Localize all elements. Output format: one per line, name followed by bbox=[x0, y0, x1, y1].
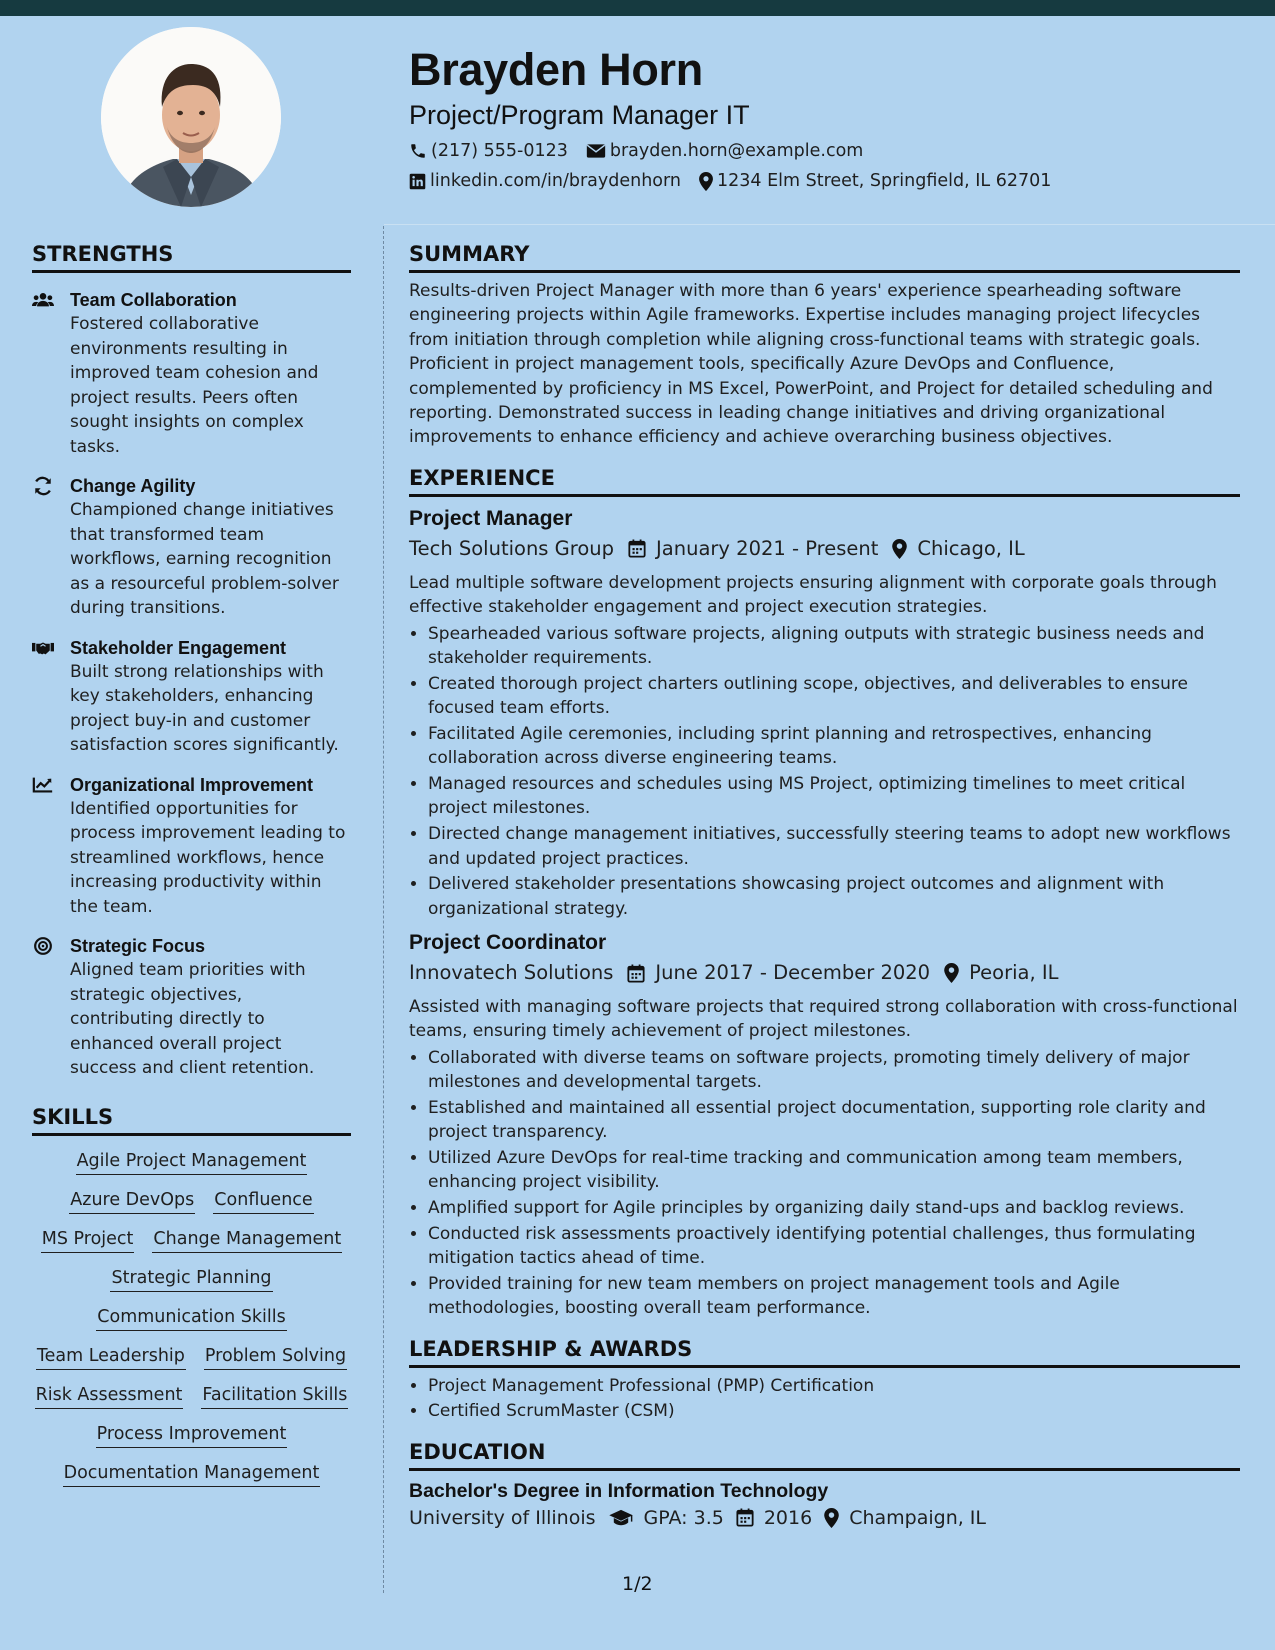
skills-row bbox=[32, 1227, 351, 1253]
skill-tag: Team Leadership bbox=[36, 1344, 186, 1370]
job-location: Peoria, IL bbox=[969, 961, 1059, 985]
strength-text: Built strong relationships with key stakeholders, enhancing project buy-in and customer satisfaction scores significantly. bbox=[70, 661, 339, 755]
skill-tag: Facilitation Skills bbox=[201, 1383, 348, 1409]
job-location: Chicago, IL bbox=[917, 536, 1025, 560]
education-gpa: GPA: 3.5 bbox=[643, 1506, 724, 1529]
strength-item bbox=[32, 288, 351, 459]
target-icon bbox=[32, 936, 54, 956]
column-divider bbox=[383, 226, 384, 1593]
envelope-icon bbox=[586, 143, 606, 159]
job-dates: January 2021 - Present bbox=[656, 536, 879, 560]
strengths-heading: STRENGTHS bbox=[32, 242, 174, 266]
strengths-rule bbox=[32, 270, 351, 273]
education-year-group bbox=[736, 1504, 812, 1532]
job-bullet: • Managed resources and schedules using MS Project, optimizing timelines to meet critical project milestones. bbox=[428, 772, 1240, 821]
email-text: brayden.horn@example.com bbox=[609, 141, 864, 161]
job-bullet: • Amplified support for Agile principles by organizing daily stand-ups and backlog reviews. bbox=[428, 1196, 1240, 1220]
skills-row bbox=[32, 1188, 351, 1214]
calendar-icon bbox=[628, 539, 646, 558]
address-text: 1234 Elm Street, Springfield, IL 62701 bbox=[716, 171, 1052, 191]
leadership-rule bbox=[409, 1365, 1240, 1368]
skill-tag: Azure DevOps bbox=[69, 1188, 195, 1214]
summary-heading: SUMMARY bbox=[409, 242, 530, 266]
job-bullet: • Utilized Azure DevOps for real-time tracking and communication among team members, enhancing project visibility. bbox=[428, 1146, 1240, 1195]
skills-row bbox=[32, 1461, 351, 1487]
skill-tag: Confluence bbox=[213, 1188, 313, 1214]
job-bullet: • Established and maintained all essential project documentation, supporting role clarity and project transparency. bbox=[428, 1096, 1240, 1145]
job-bullet: • Created thorough project charters outlining scope, objectives, and deliverables to ensure focused team efforts. bbox=[428, 672, 1240, 721]
education-school: University of Illinois bbox=[409, 1506, 596, 1529]
job-title: Project Coordinator bbox=[409, 931, 607, 955]
skill-tag: Agile Project Management bbox=[76, 1149, 308, 1175]
chart-line-icon bbox=[32, 775, 54, 795]
leadership-heading: LEADERSHIP & AWARDS bbox=[409, 1336, 693, 1361]
map-pin-icon bbox=[944, 963, 959, 983]
job-description: Lead multiple software development projects ensuring alignment with corporate goals through effective stakeholder engagement and project execution strategies. bbox=[409, 572, 1217, 618]
strength-title: Organizational Improvement bbox=[70, 774, 314, 795]
job-company: Tech Solutions Group bbox=[409, 536, 615, 560]
strength-text: Aligned team priorities with strategic objectives, contributing directly to enhanced overall project success and client retention. bbox=[70, 960, 315, 1078]
leadership-item: • Project Management Professional (PMP) Certification bbox=[428, 1374, 1240, 1398]
summary-text: Results-driven Project Manager with more than 6 years' experience spearheading software engineering projects within Agile frameworks. Expertise includes managing project lifecycles from initiation through completion while aligning cross-functional teams with strategic goals. Proficient in project management tools, specifically Azure DevOps and Confluence, complemented by proficiency in MS Excel, PowerPoint, and Project for detailed scheduling and reporting. Demonstrated success in leading change initiatives and driving organizational improvements to enhance efficiency and achieve overarching business objectives. bbox=[409, 281, 1213, 448]
strength-title: Team Collaboration bbox=[70, 290, 237, 310]
education-gpa-group bbox=[608, 1504, 724, 1532]
resume-header bbox=[409, 42, 1249, 192]
job-bullets bbox=[409, 1046, 1240, 1321]
calendar-icon bbox=[736, 1508, 754, 1527]
education-meta bbox=[409, 1504, 1240, 1532]
strength-title: Strategic Focus bbox=[70, 936, 206, 956]
strength-title: Stakeholder Engagement bbox=[70, 637, 287, 658]
candidate-name: Brayden Horn bbox=[409, 44, 703, 95]
linkedin-text: linkedin.com/in/braydenhorn bbox=[430, 171, 681, 191]
leadership-item: • Certified ScrumMaster (CSM) bbox=[428, 1399, 1240, 1423]
map-pin-icon bbox=[892, 539, 907, 559]
education-year: 2016 bbox=[763, 1506, 813, 1529]
profile-photo bbox=[101, 27, 281, 207]
strength-item bbox=[32, 636, 351, 758]
summary-rule bbox=[409, 270, 1240, 273]
education-rule bbox=[409, 1468, 1240, 1471]
skill-tag: Problem Solving bbox=[204, 1344, 347, 1370]
strength-item bbox=[32, 474, 351, 621]
job-meta bbox=[409, 535, 1240, 563]
skill-tag: MS Project bbox=[41, 1227, 135, 1253]
sync-icon bbox=[32, 476, 54, 496]
skills-list bbox=[32, 1149, 351, 1487]
job-dates-group bbox=[627, 959, 930, 987]
linkedin-icon bbox=[409, 173, 426, 190]
skills-row bbox=[32, 1422, 351, 1448]
phone-icon bbox=[409, 142, 427, 160]
job-location-group bbox=[892, 535, 1024, 563]
header-divider bbox=[384, 224, 1275, 225]
job-bullet: • Conducted risk assessments proactively identifying potential challenges, thus formulating mitigation tactics ahead of time. bbox=[428, 1222, 1240, 1271]
strength-text: Identified opportunities for process improvement leading to streamlined workflows, hence increasing productivity within the team. bbox=[70, 798, 346, 917]
job-bullet: • Provided training for new team members on project management tools and Agile methodologies, boosting overall team performance. bbox=[428, 1272, 1240, 1321]
jobs-list bbox=[409, 505, 1240, 1321]
skill-tag: Process Improvement bbox=[96, 1422, 288, 1448]
job-location-group bbox=[944, 959, 1058, 987]
education-degree: Bachelor's Degree in Information Technology bbox=[409, 1479, 829, 1502]
skill-tag: Risk Assessment bbox=[35, 1383, 184, 1409]
skills-rule bbox=[32, 1133, 351, 1136]
calendar-icon bbox=[627, 964, 645, 983]
leadership-list bbox=[409, 1374, 1240, 1424]
job-bullet: • Spearheaded various software projects, aligning outputs with strategic business needs and stakeholder requirements. bbox=[428, 622, 1240, 671]
skill-tag: Documentation Management bbox=[63, 1461, 321, 1487]
job-title: Project Manager bbox=[409, 506, 573, 530]
job-meta bbox=[409, 959, 1240, 987]
strength-item bbox=[32, 934, 351, 1081]
email-contact[interactable] bbox=[586, 140, 863, 162]
job-entry bbox=[409, 505, 1240, 921]
contact-row-1 bbox=[409, 140, 1249, 162]
job-bullets bbox=[409, 622, 1240, 921]
skills-row bbox=[32, 1383, 351, 1409]
handshake-icon bbox=[32, 638, 54, 658]
skills-row bbox=[32, 1266, 351, 1292]
skill-tag: Strategic Planning bbox=[110, 1266, 272, 1292]
job-description: Assisted with managing software projects that required strong collaboration with cross-functional teams, ensuring timely achievement of project milestones. bbox=[409, 997, 1238, 1042]
education-location: Champaign, IL bbox=[849, 1506, 987, 1529]
top-accent-bar bbox=[0, 0, 1275, 16]
skills-row bbox=[32, 1149, 351, 1175]
experience-heading: EXPERIENCE bbox=[409, 465, 555, 490]
skills-row bbox=[32, 1305, 351, 1331]
skill-tag: Communication Skills bbox=[96, 1305, 286, 1331]
strength-item bbox=[32, 773, 351, 920]
phone-contact[interactable] bbox=[409, 140, 568, 162]
job-bullet: • Collaborated with diverse teams on software projects, promoting timely delivery of major milestones and developmental targets. bbox=[428, 1046, 1240, 1095]
linkedin-contact[interactable] bbox=[409, 170, 681, 192]
job-entry bbox=[409, 929, 1240, 1321]
skills-section bbox=[32, 1103, 351, 1487]
strength-text: Fostered collaborative environments resulting in improved team cohesion and project results. Peers often sought insights on complex tasks. bbox=[70, 314, 319, 457]
job-bullet: • Facilitated Agile ceremonies, including sprint planning and retrospectives, enhancing collaboration across diverse engineering teams. bbox=[428, 722, 1240, 771]
right-column bbox=[409, 240, 1240, 1532]
strength-title: Change Agility bbox=[70, 476, 196, 496]
contact-row-2 bbox=[409, 170, 1249, 192]
job-dates: June 2017 - December 2020 bbox=[655, 961, 931, 985]
education-location-group bbox=[824, 1504, 986, 1532]
job-bullet: • Directed change management initiatives, successfully steering teams to adopt new workflows and updated project practices. bbox=[428, 822, 1240, 871]
users-icon bbox=[32, 290, 54, 310]
skills-heading: SKILLS bbox=[32, 1104, 114, 1129]
page-number: 1/2 bbox=[622, 1573, 653, 1595]
address-contact bbox=[699, 170, 1051, 192]
job-company: Innovatech Solutions bbox=[409, 961, 614, 985]
education-heading: EDUCATION bbox=[409, 1439, 546, 1464]
job-bullet: • Delivered stakeholder presentations showcasing project outcomes and alignment with organizational strategy. bbox=[428, 872, 1240, 921]
skill-tag: Change Management bbox=[152, 1227, 342, 1253]
strength-text: Championed change initiatives that transformed team workflows, earning recognition as a resourceful problem-solver during transitions. bbox=[70, 500, 339, 618]
experience-rule bbox=[409, 494, 1240, 497]
map-pin-icon bbox=[824, 1508, 839, 1528]
phone-text: (217) 555-0123 bbox=[431, 141, 568, 161]
map-pin-icon bbox=[699, 172, 713, 191]
job-dates-group bbox=[628, 535, 878, 563]
graduation-cap-icon bbox=[608, 1509, 634, 1527]
left-column bbox=[32, 240, 351, 1487]
skills-row bbox=[32, 1344, 351, 1370]
candidate-title: Project/Program Manager IT bbox=[409, 100, 750, 130]
